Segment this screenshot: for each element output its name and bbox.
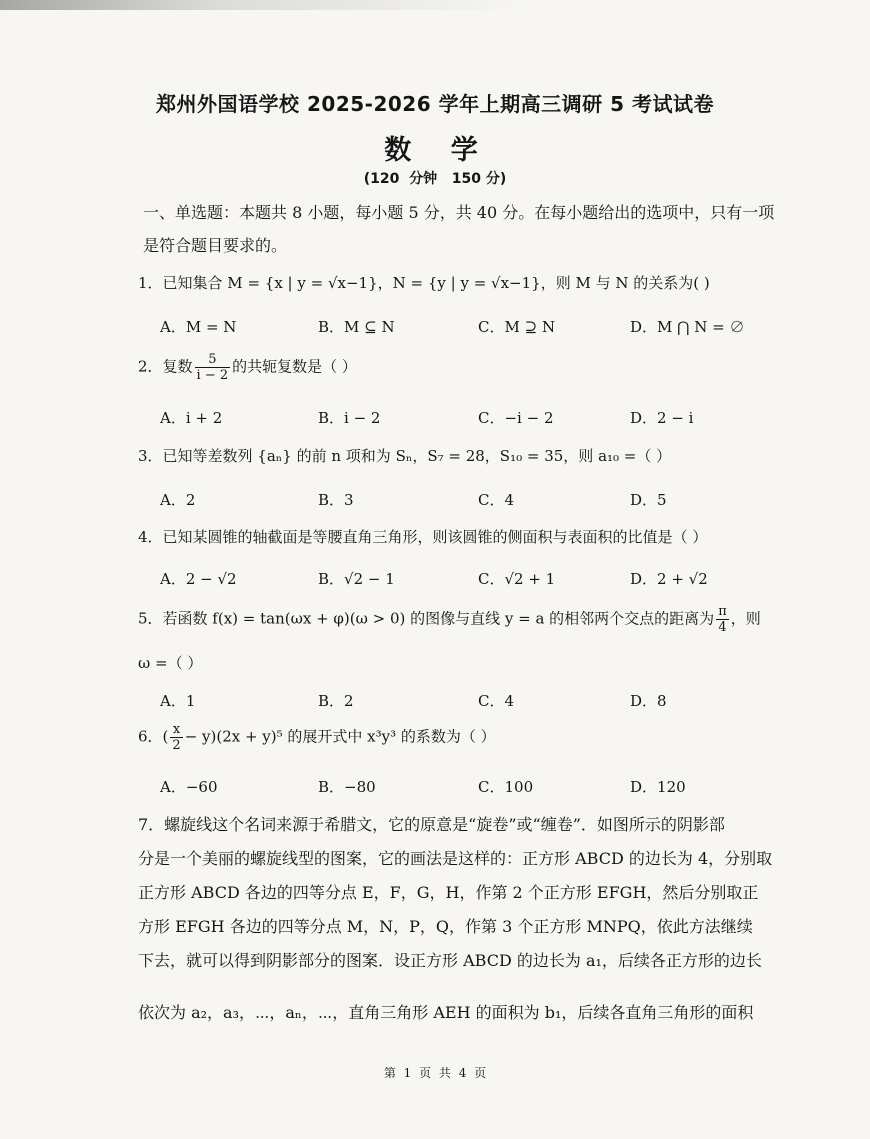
option-a: A．1 — [160, 692, 196, 710]
question-7-line: 分是一个美丽的螺旋线型的图案，它的画法是这样的：正方形 ABCD 的边长为 4，分别取 — [138, 849, 773, 868]
question-6-suffix: − y)(2x + y)⁵ 的展开式中 x³y³ 的系数为（ ） — [184, 727, 496, 746]
question-7-line: 方形 EFGH 各边的四等分点 M，N，P，Q，作第 3 个正方形 MNPQ，依此方法继续 — [138, 917, 753, 936]
question-5-stem — [138, 604, 798, 635]
question-5-suffix: ，则 — [730, 609, 761, 628]
option-c: C．100 — [478, 778, 534, 796]
option-b: B．M ⊆ N — [318, 318, 395, 336]
scan-shadow — [0, 0, 870, 10]
option-b: B．√2 − 1 — [318, 570, 395, 588]
option-a: A．i + 2 — [160, 409, 223, 427]
option-c: C．M ⊇ N — [478, 318, 556, 336]
question-7-line: 下去，就可以得到阴影部分的图案．设正方形 ABCD 的边长为 a₁，后续各正方形的边长 — [138, 951, 762, 970]
page-footer: 第 1 页 共 4 页 — [383, 1066, 487, 1080]
question-2-suffix: 的共轭复数是（ ） — [232, 357, 357, 376]
fraction-denominator: 2 — [172, 738, 181, 753]
option-d: D．5 — [630, 491, 667, 509]
section-intro: 一、单选题：本题共 8 小题，每小题 5 分，共 40 分。在每小题给出的选项中，只有一项是符合题目要求的。 — [143, 203, 775, 255]
fraction-denominator: 4 — [718, 620, 727, 635]
question-6-prefix: 6．( — [138, 727, 169, 746]
question-1-stem: 1．已知集合 M = {x | y = √x−1}，N = {y | y = √x−1}，则 M 与 N 的关系为( ) — [138, 274, 710, 292]
option-d: D．M ⋂ N = ∅ — [630, 318, 745, 336]
option-c: C．−i − 2 — [478, 409, 554, 427]
question-5-prefix: 5．若函数 f(x) = tan(ωx + φ)(ω > 0) 的图像与直线 y = a 的相邻两个交点的距离为 — [138, 609, 715, 628]
question-7-text — [138, 808, 778, 1030]
option-a: A．2 — [160, 491, 196, 509]
question-7-line: 依次为 a₂，a₃，⋯，aₙ，⋯，直角三角形 AEH 的面积为 b₁，后续各直角三角形的面积 — [138, 1003, 754, 1022]
option-d: D．120 — [630, 778, 686, 796]
option-b: B．2 — [318, 692, 354, 710]
fraction — [170, 722, 182, 753]
fraction-numerator: x — [170, 722, 182, 738]
question-7-line: 正方形 ABCD 各边的四等分点 E，F，G，H，作第 2 个正方形 EFGH，然后分别取正 — [138, 883, 759, 902]
question-6-stem — [138, 722, 798, 753]
option-b: B．i − 2 — [318, 409, 381, 427]
option-c: C．4 — [478, 692, 515, 710]
option-b: B．−80 — [318, 778, 376, 796]
option-d: D．8 — [630, 692, 667, 710]
subject-heading: 数 学 — [384, 135, 486, 166]
option-b: B．3 — [318, 491, 354, 509]
option-d: D．2 + √2 — [630, 570, 708, 588]
option-c: C．4 — [478, 491, 515, 509]
option-d: D．2 − i — [630, 409, 694, 427]
option-a: A．M = N — [160, 318, 237, 336]
fraction-numerator: 5 — [195, 352, 231, 368]
question-3-stem: 3．已知等差数列 {aₙ} 的前 n 项和为 Sₙ，S₇ = 28，S₁₀ = 35，则 a₁₀ =（ ） — [138, 447, 672, 465]
option-a: A．−60 — [160, 778, 218, 796]
fraction — [195, 352, 231, 383]
fraction — [716, 604, 729, 635]
option-a: A．2 − √2 — [160, 570, 237, 588]
fraction-denominator: i − 2 — [196, 368, 229, 383]
question-4-stem: 4．已知某圆锥的轴截面是等腰直角三角形，则该圆锥的侧面积与表面积的比值是（ ） — [138, 528, 708, 546]
exam-duration-score: (120 分钟 150 分) — [363, 171, 507, 187]
question-5-stem-line2: ω =（ ） — [138, 654, 203, 672]
fraction-numerator: π — [718, 604, 727, 619]
option-c: C．√2 + 1 — [478, 570, 556, 588]
exam-title: 郑州外国语学校 2025-2026 学年上期高三调研 5 考试试卷 — [156, 92, 714, 116]
question-2-prefix: 2．复数 — [138, 357, 193, 376]
question-7-line: 7．螺旋线这个名词来源于希腊文，它的原意是“旋卷”或“缠卷”．如图所示的阴影部 — [138, 815, 725, 834]
question-2-stem — [138, 352, 798, 383]
